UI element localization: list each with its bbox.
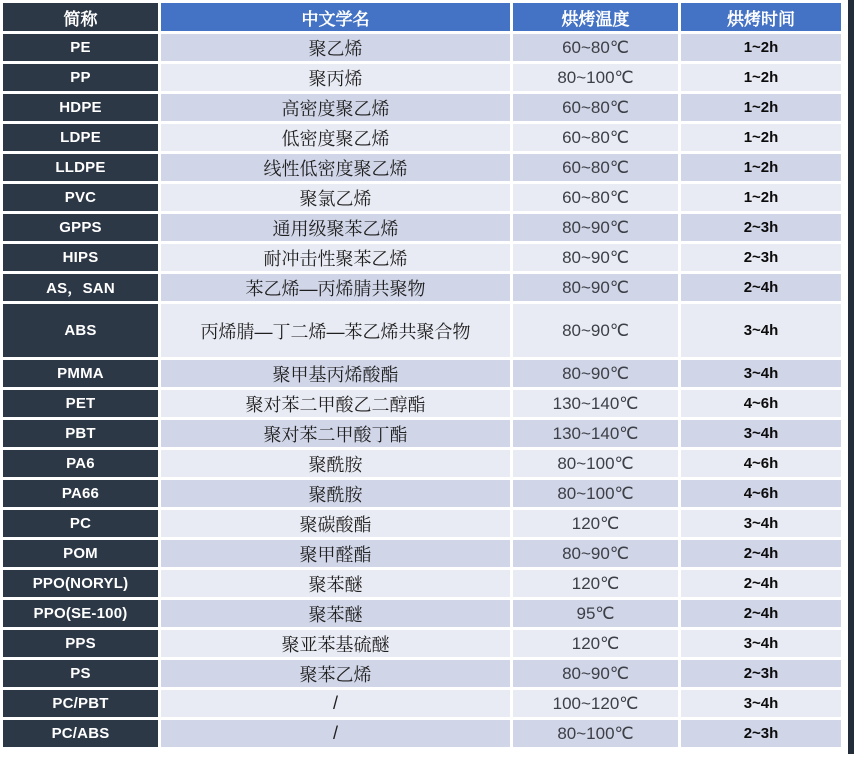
baking-temperature-cell: 80~90℃ [513, 274, 678, 301]
table-row [3, 390, 841, 417]
table-header [3, 3, 841, 31]
baking-temperature-cell: 80~90℃ [513, 214, 678, 241]
table-row [3, 214, 841, 241]
chinese-name-cell: 聚酰胺 [161, 480, 510, 507]
baking-temperature-cell: 80~100℃ [513, 480, 678, 507]
baking-time-cell: 3~4h [681, 630, 841, 657]
chinese-name-cell: 聚酰胺 [161, 450, 510, 477]
abbreviation-cell: PPO(NORYL) [3, 570, 158, 597]
table-row [3, 510, 841, 537]
table-right-border [848, 0, 854, 754]
baking-temperature-cell: 60~80℃ [513, 124, 678, 151]
table-row [3, 420, 841, 447]
abbreviation-cell: PA6 [3, 450, 158, 477]
baking-time-cell: 3~4h [681, 304, 841, 357]
table-row [3, 64, 841, 91]
abbreviation-cell: POM [3, 540, 158, 567]
abbreviation-cell: HIPS [3, 244, 158, 271]
abbreviation-cell: PA66 [3, 480, 158, 507]
baking-time-cell: 2~4h [681, 540, 841, 567]
baking-time-cell: 1~2h [681, 34, 841, 61]
baking-temperature-cell: 130~140℃ [513, 420, 678, 447]
chinese-name-cell: 聚乙烯 [161, 34, 510, 61]
chinese-name-cell: 高密度聚乙烯 [161, 94, 510, 121]
table-row [3, 660, 841, 687]
table-row [3, 720, 841, 747]
chinese-name-cell: 聚亚苯基硫醚 [161, 630, 510, 657]
table-row [3, 304, 841, 357]
abbreviation-cell: PC [3, 510, 158, 537]
table-row [3, 480, 841, 507]
baking-temperature-cell: 80~100℃ [513, 64, 678, 91]
baking-time-cell: 2~3h [681, 244, 841, 271]
chinese-name-cell: / [161, 720, 510, 747]
baking-temperature-cell: 80~90℃ [513, 360, 678, 387]
header-baking-temperature: 烘烤温度 [513, 3, 678, 31]
baking-time-cell: 2~4h [681, 570, 841, 597]
baking-temperature-cell: 60~80℃ [513, 184, 678, 211]
header-abbreviation: 简称 [3, 3, 158, 31]
baking-time-cell: 3~4h [681, 360, 841, 387]
baking-temperature-cell: 80~90℃ [513, 244, 678, 271]
abbreviation-cell: PS [3, 660, 158, 687]
baking-time-cell: 2~3h [681, 720, 841, 747]
baking-temperature-cell: 100~120℃ [513, 690, 678, 717]
table-row [3, 34, 841, 61]
baking-time-cell: 2~4h [681, 274, 841, 301]
baking-temperature-cell: 120℃ [513, 570, 678, 597]
baking-temperature-cell: 80~90℃ [513, 660, 678, 687]
baking-time-cell: 1~2h [681, 184, 841, 211]
baking-temperature-cell: 60~80℃ [513, 34, 678, 61]
baking-time-cell: 3~4h [681, 420, 841, 447]
chinese-name-cell: 聚对苯二甲酸丁酯 [161, 420, 510, 447]
baking-temperature-cell: 80~90℃ [513, 304, 678, 357]
chinese-name-cell: 聚甲基丙烯酸酯 [161, 360, 510, 387]
baking-temperature-cell: 60~80℃ [513, 154, 678, 181]
baking-time-cell: 4~6h [681, 450, 841, 477]
baking-time-cell: 2~4h [681, 600, 841, 627]
abbreviation-cell: PVC [3, 184, 158, 211]
abbreviation-cell: PPS [3, 630, 158, 657]
baking-time-cell: 3~4h [681, 510, 841, 537]
chinese-name-cell: 丙烯腈—丁二烯—苯乙烯共聚合物 [161, 304, 510, 357]
baking-time-cell: 1~2h [681, 154, 841, 181]
abbreviation-cell: PMMA [3, 360, 158, 387]
header-baking-time: 烘烤时间 [681, 3, 841, 31]
chinese-name-cell: 聚碳酸酯 [161, 510, 510, 537]
baking-time-cell: 2~3h [681, 660, 841, 687]
chinese-name-cell: 通用级聚苯乙烯 [161, 214, 510, 241]
table-body [3, 34, 841, 747]
baking-temperature-cell: 80~90℃ [513, 540, 678, 567]
chinese-name-cell: / [161, 690, 510, 717]
chinese-name-cell: 聚丙烯 [161, 64, 510, 91]
chinese-name-cell: 耐冲击性聚苯乙烯 [161, 244, 510, 271]
chinese-name-cell: 线性低密度聚乙烯 [161, 154, 510, 181]
abbreviation-cell: PBT [3, 420, 158, 447]
chinese-name-cell: 聚甲醛酯 [161, 540, 510, 567]
chinese-name-cell: 低密度聚乙烯 [161, 124, 510, 151]
chinese-name-cell: 聚苯醚 [161, 600, 510, 627]
chinese-name-cell: 聚苯醚 [161, 570, 510, 597]
baking-temperature-cell: 120℃ [513, 510, 678, 537]
abbreviation-cell: PET [3, 390, 158, 417]
table-row [3, 94, 841, 121]
abbreviation-cell: ABS [3, 304, 158, 357]
table-row [3, 450, 841, 477]
baking-time-cell: 4~6h [681, 480, 841, 507]
chinese-name-cell: 苯乙烯—丙烯腈共聚物 [161, 274, 510, 301]
baking-time-cell: 2~3h [681, 214, 841, 241]
table-row [3, 360, 841, 387]
abbreviation-cell: HDPE [3, 94, 158, 121]
baking-temperature-cell: 95℃ [513, 600, 678, 627]
table-row [3, 274, 841, 301]
abbreviation-cell: LLDPE [3, 154, 158, 181]
baking-time-cell: 1~2h [681, 94, 841, 121]
chinese-name-cell: 聚对苯二甲酸乙二醇酯 [161, 390, 510, 417]
abbreviation-cell: LDPE [3, 124, 158, 151]
baking-time-cell: 4~6h [681, 390, 841, 417]
table-row [3, 630, 841, 657]
table-row [3, 690, 841, 717]
table-row [3, 244, 841, 271]
baking-time-cell: 1~2h [681, 64, 841, 91]
abbreviation-cell: PP [3, 64, 158, 91]
header-chinese-name: 中文学名 [161, 3, 510, 31]
baking-temperature-cell: 130~140℃ [513, 390, 678, 417]
baking-time-cell: 3~4h [681, 690, 841, 717]
abbreviation-cell: PE [3, 34, 158, 61]
table-row [3, 540, 841, 567]
chinese-name-cell: 聚苯乙烯 [161, 660, 510, 687]
baking-temperature-cell: 80~100℃ [513, 450, 678, 477]
baking-temperature-cell: 80~100℃ [513, 720, 678, 747]
table-row [3, 154, 841, 181]
baking-time-cell: 1~2h [681, 124, 841, 151]
table-row [3, 600, 841, 627]
abbreviation-cell: GPPS [3, 214, 158, 241]
table-row [3, 184, 841, 211]
chinese-name-cell: 聚氯乙烯 [161, 184, 510, 211]
table-row [3, 124, 841, 151]
baking-temperature-cell: 120℃ [513, 630, 678, 657]
table-row [3, 570, 841, 597]
abbreviation-cell: AS，SAN [3, 274, 158, 301]
abbreviation-cell: PPO(SE-100) [3, 600, 158, 627]
abbreviation-cell: PC/PBT [3, 690, 158, 717]
header-row [3, 3, 841, 31]
abbreviation-cell: PC/ABS [3, 720, 158, 747]
baking-temperature-cell: 60~80℃ [513, 94, 678, 121]
